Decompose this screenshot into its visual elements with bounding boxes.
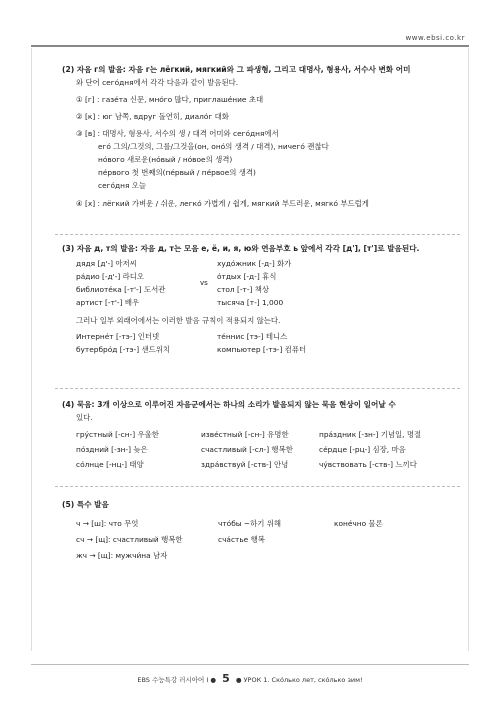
silent-example: прáздник [-зн-] 기념일, 명절 [319,430,422,439]
example-line: нóвого 새로운(нóвый / нóвое의 생격) [98,155,233,164]
silent-example: грýстный [-сн-] 우울한 [76,430,159,439]
section-title: (5) 특수 발음 [62,500,109,509]
table-row [76,458,460,471]
rule-item: ① [г] : газéта 신문, мнóго 많다, приглашéние 초대 [76,95,264,104]
table-row [76,517,460,530]
example-word: дядя [д'-] 아저씨 [76,259,137,268]
exception-word: компьютер [-тэ-] 컴퓨터 [217,345,307,354]
divider [55,388,460,389]
special-example: ч → [ш]: что 무엇 [76,519,139,528]
divider [55,234,460,235]
silent-example: чýвствовать [-ств-] 느끼다 [319,460,417,469]
example-line: пéрвого 첫 번째의(пéрвый / пéрвое의 생격) [98,168,256,177]
versus-label: vs [200,278,208,287]
bullet: ● [210,676,219,684]
site-url: www.ebsi.co.kr [405,34,465,42]
page-footer [0,672,500,685]
table-row [76,443,460,456]
table-row [76,428,460,441]
section-silent-consonants [62,398,460,471]
silent-example: сéрдце [-рц-] 심장, 마음 [319,445,406,454]
exception-grid [62,330,460,356]
example-word: стол [-т-] 책상 [217,285,269,294]
example-line: сегóдня 오늘 [98,181,147,190]
exception-note: 그러나 일부 외래어에서는 이러한 발음 규칙이 적용되지 않는다. [76,316,281,325]
exception-word: тéннис [тэ-] 테니스 [217,332,288,341]
silent-example: здрáвствуй [-ств-] 안녕 [201,460,289,469]
special-example: конéчно 물론 [334,519,383,528]
rule-item: ④ [х] : лёгкий 가벼운 / 쉬운, легкó 가볍게 / 쉽게, мягкий 부드러운, мягкó 부드럽게 [76,199,369,208]
exception-word: бутербрóд [-тэ-] 샌드위치 [76,345,171,354]
section-d-t-pronunciation [62,242,460,356]
example-grid [62,257,460,309]
silent-example: пóздний [-зн-] 늦은 [76,445,148,454]
rule-item: ② [к] : юг 남쪽, вдруг 돌연히, диалóг 대화 [76,112,229,121]
example-line: его́ 그의/그것의, 그를/그것을(он, оно́의 생격 / 대격), ничегó 괜찮다 [98,142,329,151]
book-title: EBS 수능특강 러시아어 I [137,676,209,684]
example-word: худóжник [-д-] 화가 [217,259,292,268]
section-title: (4) 묵음: 3개 이상으로 이루어진 자음군에서는 하나의 소리가 발음되지 않는 묵음 현상이 일어날 수 [62,400,396,409]
rule-item: ③ [в] : 대명사, 형용사, 서수의 생 / 대격 어미와 сегóдня에서 [76,129,279,138]
page-number: 5 [222,672,230,685]
silent-example: сóлнце [-нц-] 태양 [76,460,144,469]
exception-word: Интернéт [-тэ-] 인터넷 [76,332,160,341]
example-word: артист [-т'-] 배우 [76,298,140,307]
example-word: библиотéка [-т'-] 도서관 [76,285,166,294]
header-rule [31,45,469,47]
lesson-title: УРОК 1. Скóлько лет, скóлько зим! [243,676,363,684]
special-example: сч → [щ]: счастливый 행복한 [76,535,183,544]
section-title: (2) 자음 г의 발음: 자음 г는 лёгкий, мягкий와 그 파생형, 그리고 대명사, 형용사, 서수사 변화 어미 [62,65,411,74]
bullet: ● [235,676,244,684]
table-row [76,533,460,546]
special-table [62,517,460,562]
special-example: счáстье 행복 [218,535,265,544]
table-row [76,549,460,562]
section-title: (3) 자음 д, т의 발음: 자음 д, т는 모음 е, ё, и, я, ю와 연음부호 ь 앞에서 각각 [д'], [т']로 발음된다. [62,244,420,253]
section-g-pronunciation [62,63,460,210]
special-example: чтóбы ~하기 위해 [218,519,282,528]
example-word: рáдио [-д'-] 라디오 [76,272,145,281]
section-title-cont: 와 단어 сегóдня에서 각각 다음과 같이 발음된다. [76,78,239,87]
special-example: жч → [щ]: мужчи́на 남자 [76,551,168,560]
example-word: тысяча [т-] 1,000 [217,298,284,307]
divider [55,486,460,487]
example-word: óтдых [-д-] 휴식 [217,272,277,281]
silent-example: извéстный [-сн-] 유명한 [201,430,289,439]
section-title-cont: 있다. [76,413,93,422]
section-special-pronunciation [62,498,460,562]
silent-example: счастливый [-сл-] 행복한 [201,445,293,454]
footer-rule [31,664,469,665]
silent-table [62,428,460,471]
